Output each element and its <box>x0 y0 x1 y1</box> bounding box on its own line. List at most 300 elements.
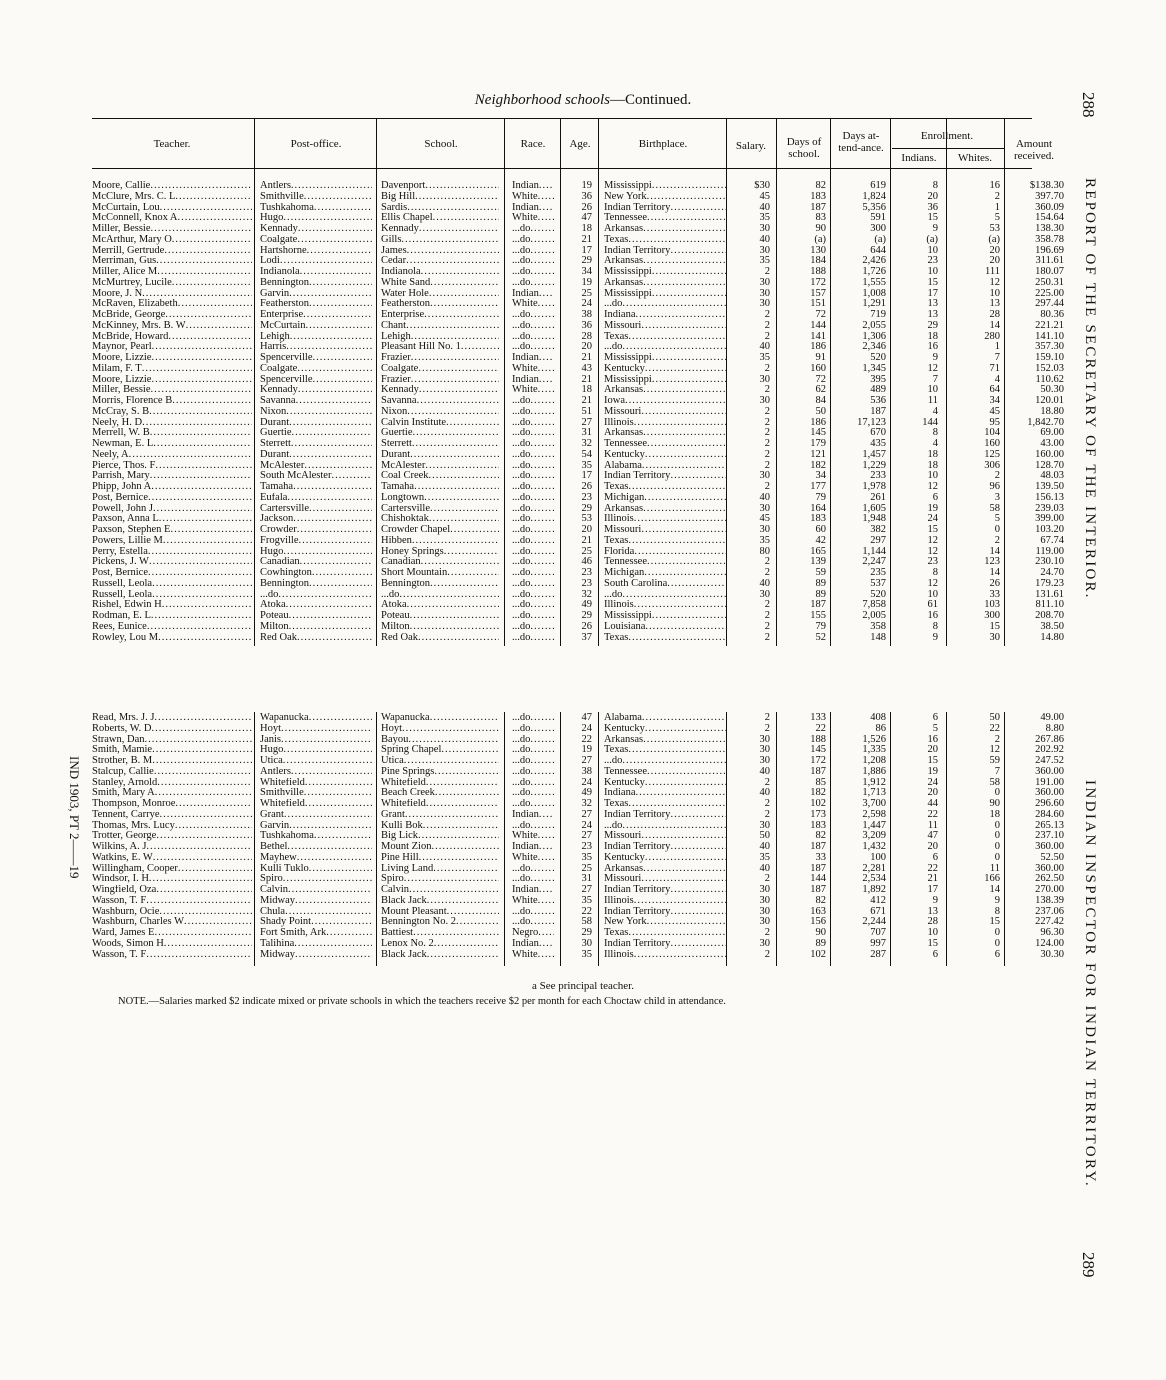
cell-post-office: Talihina ..... <box>260 939 372 950</box>
cell-teacher: Thomas, Mrs. Lucy ..... <box>92 821 252 832</box>
cell-race: White ..... <box>512 364 554 375</box>
cell-days-attendance: 1,555 <box>862 277 886 288</box>
cell-days-school: 179 <box>810 439 826 449</box>
cell-days-school: 82 <box>815 895 826 906</box>
cell-days-school: 145 <box>810 745 826 756</box>
cell-post-office: Calvin ..... <box>260 885 372 896</box>
cell-days-school: 89 <box>815 938 826 949</box>
cell-teacher: Moore, Callie ..... <box>92 181 252 192</box>
cell-indians: 8 <box>932 428 938 439</box>
cell-indians: 19 <box>927 766 938 777</box>
cell-indians: 17 <box>927 885 938 895</box>
cell-school: Mount Zion ..... <box>381 842 499 853</box>
table-row <box>92 578 1064 590</box>
cell-salary: 40 <box>759 863 770 874</box>
cell-salary: 45 <box>759 191 770 202</box>
cell-indians: 8 <box>932 621 938 632</box>
cell-age: 21 <box>581 374 592 385</box>
cell-teacher: Moore, Lizzie ..... <box>92 375 252 386</box>
cell-salary: 2 <box>764 632 770 643</box>
cell-indians: 6 <box>932 852 938 863</box>
cell-days-attendance: 17,123 <box>857 417 886 428</box>
cell-school: Grant ..... <box>381 810 499 821</box>
cell-amount: 358.78 <box>1035 234 1064 245</box>
cell-birthplace: Mississippi ..... <box>604 375 726 386</box>
cell-birthplace: Mississippi ..... <box>604 289 726 300</box>
cell-whites: 28 <box>989 310 1000 320</box>
cell-birthplace: Texas ..... <box>604 482 726 493</box>
cell-days-attendance: 3,209 <box>862 831 886 842</box>
cell-salary: 2 <box>764 331 770 342</box>
cell-days-school: 186 <box>810 417 826 428</box>
cell-indians: 10 <box>927 589 938 600</box>
table-row <box>92 245 1064 257</box>
cell-days-attendance: 2,346 <box>862 342 886 353</box>
cell-salary: 30 <box>759 938 770 949</box>
cell-days-school: 157 <box>810 288 826 299</box>
cell-whites: 7 <box>994 353 1000 363</box>
cell-race: ...do ..... <box>512 321 554 332</box>
cell-age: 22 <box>581 906 592 917</box>
cell-indians: 13 <box>927 310 938 320</box>
header-post-office: Post-office. <box>290 138 342 150</box>
cell-days-attendance: 1,208 <box>862 756 886 766</box>
title-italic: Neighborhood schools <box>474 92 610 108</box>
cell-salary: 30 <box>759 745 770 756</box>
cell-race: ...do ..... <box>512 224 554 235</box>
cell-amount: 8.80 <box>1045 723 1064 734</box>
cell-age: 29 <box>581 256 592 267</box>
cell-indians: 19 <box>927 503 938 514</box>
cell-age: 18 <box>581 385 592 396</box>
cell-days-school: 33 <box>815 852 826 863</box>
cell-amount: 237.10 <box>1035 831 1064 842</box>
cell-race: ...do ..... <box>512 235 554 246</box>
cell-salary: 30 <box>759 396 770 406</box>
cell-age: 53 <box>581 514 592 525</box>
cell-amount: 96.30 <box>1040 928 1064 938</box>
cell-days-school: 62 <box>815 385 826 396</box>
cell-days-school: 89 <box>815 578 826 589</box>
cell-race: ...do ..... <box>512 525 554 536</box>
cell-whites: 26 <box>989 578 1000 589</box>
cell-age: 23 <box>581 578 592 589</box>
cell-school: Bennington No. 2 ..... <box>381 917 499 928</box>
cell-days-attendance: 1,726 <box>862 267 886 277</box>
cell-birthplace: Kentucky ..... <box>604 778 726 789</box>
cell-teacher: Miller, Bessie ..... <box>92 224 252 235</box>
cell-birthplace: ...do ..... <box>604 299 726 310</box>
cell-school: Pine Hill ..... <box>381 853 499 864</box>
cell-post-office: Hartshorne ..... <box>260 246 372 257</box>
cell-days-school: 42 <box>815 535 826 546</box>
cell-birthplace: Tennessee ..... <box>604 557 726 568</box>
cell-whites: 64 <box>989 385 1000 396</box>
cell-teacher: McCurtain, Lou ..... <box>92 203 252 214</box>
cell-teacher: Powers, Lillie M ..... <box>92 536 252 547</box>
cell-days-attendance: 591 <box>870 213 886 224</box>
cell-whites: 14 <box>989 885 1000 895</box>
cell-birthplace: Florida ..... <box>604 547 726 558</box>
cell-teacher: Milam, F. T ..... <box>92 364 252 375</box>
cell-salary: 40 <box>759 766 770 777</box>
cell-birthplace: Texas ..... <box>604 332 726 343</box>
cell-salary: 2 <box>764 799 770 809</box>
enrollment-rule <box>892 148 1004 149</box>
cell-days-school: 85 <box>815 777 826 788</box>
cell-salary: 30 <box>759 503 770 514</box>
cell-amount: 119.00 <box>1035 546 1064 557</box>
cell-days-school: 34 <box>815 471 826 482</box>
header-enrollment: Enrollment. <box>920 130 974 142</box>
table-row <box>92 745 1064 756</box>
cell-salary: 35 <box>759 852 770 863</box>
cell-age: 25 <box>581 863 592 874</box>
table-row <box>92 191 1064 203</box>
cell-race: ...do ..... <box>512 745 554 756</box>
cell-post-office: Spencerville ..... <box>260 375 372 386</box>
cell-days-school: 184 <box>810 256 826 267</box>
cell-indians: 6 <box>932 713 938 723</box>
cell-birthplace: ...do ..... <box>604 821 726 832</box>
cell-indians: 144 <box>922 417 938 428</box>
cell-amount: 128.70 <box>1035 460 1064 471</box>
cell-post-office: Shady Point ..... <box>260 917 372 928</box>
cell-age: 54 <box>581 449 592 460</box>
cell-post-office: Hoyt ..... <box>260 724 372 735</box>
table-row <box>92 589 1064 601</box>
cell-days-attendance: 382 <box>870 525 886 535</box>
cell-salary: 30 <box>759 374 770 385</box>
cell-teacher: Washburn, Charles W ..... <box>92 917 252 928</box>
cell-days-attendance: 1,306 <box>862 331 886 342</box>
cell-salary: 2 <box>764 949 770 960</box>
table-row <box>92 363 1064 375</box>
cell-teacher: Morris, Florence B ..... <box>92 396 252 407</box>
cell-days-attendance: 670 <box>870 428 886 439</box>
table-row <box>92 213 1064 224</box>
cell-indians: 4 <box>932 439 938 449</box>
cell-whites: 96 <box>989 482 1000 492</box>
cell-amount: 18.80 <box>1040 406 1064 417</box>
cell-whites: 7 <box>994 766 1000 777</box>
cell-school: Davenport ..... <box>381 181 499 192</box>
cell-birthplace: Louisiana ..... <box>604 622 726 633</box>
cell-post-office: Enterprise ..... <box>260 310 372 321</box>
cell-salary: 30 <box>759 245 770 256</box>
cell-race: ...do ..... <box>512 756 554 767</box>
cell-days-school: (a) <box>814 234 826 245</box>
cell-birthplace: South Carolina ..... <box>604 579 726 590</box>
cell-whites: 0 <box>994 928 1000 938</box>
cell-amount: 399.00 <box>1035 514 1064 525</box>
cell-days-school: 187 <box>810 202 826 213</box>
cell-age: 27 <box>581 809 592 820</box>
cell-teacher: Perry, Estella ..... <box>92 547 252 558</box>
cell-race: White ..... <box>512 299 554 310</box>
cell-indians: 15 <box>927 756 938 766</box>
cell-school: Lehigh ..... <box>381 332 499 343</box>
cell-whites: 0 <box>994 820 1000 831</box>
cell-indians: 4 <box>932 406 938 417</box>
cell-race: ...do ..... <box>512 514 554 525</box>
cell-birthplace: Tennessee ..... <box>604 439 726 450</box>
cell-age: 21 <box>581 396 592 406</box>
cell-school: Coalgate ..... <box>381 364 499 375</box>
cell-post-office: Whitefield ..... <box>260 799 372 810</box>
cell-whites: 2 <box>994 471 1000 482</box>
cell-post-office: Mayhew ..... <box>260 853 372 864</box>
cell-teacher: Maynor, Pearl ..... <box>92 342 252 353</box>
cell-post-office: Spiro ..... <box>260 874 372 885</box>
cell-whites: 306 <box>984 460 1000 471</box>
cell-post-office: Midway ..... <box>260 896 372 907</box>
cell-indians: 11 <box>927 396 938 406</box>
table-row <box>92 374 1064 386</box>
cell-post-office: ...do ..... <box>260 590 372 601</box>
cell-amount: 360.00 <box>1035 863 1064 874</box>
cell-school: Tamaha ..... <box>381 482 499 493</box>
cell-days-school: 183 <box>810 820 826 831</box>
cell-days-attendance: 395 <box>870 374 886 385</box>
table-row <box>92 600 1064 611</box>
cell-indians: 24 <box>927 514 938 525</box>
cell-indians: 22 <box>927 809 938 820</box>
cell-post-office: Garvin ..... <box>260 289 372 300</box>
cell-race: Indian ..... <box>512 810 554 821</box>
cell-days-attendance: 1,892 <box>862 885 886 895</box>
cell-birthplace: Arkansas ..... <box>604 864 726 875</box>
side-mark: IND 1903, PT 2——19 <box>67 756 82 879</box>
cell-teacher: Merrell, W. B ..... <box>92 428 252 439</box>
cell-age: 30 <box>581 938 592 949</box>
cell-race: ...do ..... <box>512 547 554 558</box>
cell-age: 19 <box>581 277 592 288</box>
cell-race: ...do ..... <box>512 461 554 472</box>
cell-race: ...do ..... <box>512 246 554 257</box>
cell-amount: 69.00 <box>1040 428 1064 439</box>
cell-race: ...do ..... <box>512 407 554 418</box>
title-rest: —Continued. <box>609 92 692 108</box>
cell-days-attendance: 1,948 <box>862 514 886 525</box>
cell-age: 17 <box>581 245 592 256</box>
cell-teacher: McClure, Mrs. C. L ..... <box>92 192 252 203</box>
cell-age: 25 <box>581 288 592 299</box>
cell-days-attendance: 2,534 <box>862 874 886 885</box>
cell-teacher: Newman, E. L ..... <box>92 439 252 450</box>
cell-amount: 160.00 <box>1035 449 1064 460</box>
cell-indians: 11 <box>927 820 938 831</box>
cell-teacher: Wilkins, A. J ..... <box>92 842 252 853</box>
cell-whites: 15 <box>989 621 1000 632</box>
cell-race: ...do ..... <box>512 600 554 611</box>
cell-indians: 22 <box>927 863 938 874</box>
cell-race: ...do ..... <box>512 907 554 918</box>
cell-days-school: 160 <box>810 363 826 374</box>
cell-whites: 20 <box>989 256 1000 267</box>
cell-indians: 13 <box>927 299 938 310</box>
cell-amount: 124.00 <box>1035 938 1064 949</box>
cell-salary: 2 <box>764 267 770 277</box>
cell-days-attendance: 1,008 <box>862 288 886 299</box>
cell-days-attendance: 671 <box>870 906 886 917</box>
cell-indians: 17 <box>927 288 938 299</box>
table-row <box>92 492 1064 504</box>
cell-teacher: Smith, Mamie ..... <box>92 745 252 756</box>
cell-race: ...do ..... <box>512 724 554 735</box>
cell-salary: 40 <box>759 202 770 213</box>
cell-age: 24 <box>581 777 592 788</box>
cell-age: 35 <box>581 460 592 471</box>
cell-days-school: 82 <box>815 181 826 191</box>
cell-salary: 2 <box>764 385 770 396</box>
cell-school: Living Land ..... <box>381 864 499 875</box>
cell-race: ...do ..... <box>512 396 554 407</box>
cell-indians: 20 <box>927 842 938 852</box>
cell-age: 35 <box>581 949 592 960</box>
cell-indians: 18 <box>927 449 938 460</box>
table-row <box>92 938 1064 950</box>
note: NOTE.—Salaries marked $2 indicate mixed or private schools in which the teachers receive $2 per month for each Choctaw child in attendance. <box>118 996 726 1007</box>
cell-salary: 30 <box>759 734 770 745</box>
table-row <box>92 885 1064 896</box>
cell-amount: 208.70 <box>1035 611 1064 621</box>
table-row <box>92 713 1064 724</box>
cell-teacher: McRaven, Elizabeth ..... <box>92 299 252 310</box>
cell-birthplace: Illinois ..... <box>604 600 726 611</box>
cell-birthplace: Missouri ..... <box>604 407 726 418</box>
cell-salary: 2 <box>764 777 770 788</box>
cell-salary: 2 <box>764 874 770 885</box>
cell-amount: 30.30 <box>1040 949 1064 960</box>
cell-age: 31 <box>581 428 592 439</box>
cell-school: Pleasant Hill No. 1 ..... <box>381 342 499 353</box>
cell-whites: 0 <box>994 852 1000 863</box>
cell-birthplace: Missouri ..... <box>604 525 726 536</box>
table-row <box>92 396 1064 407</box>
cell-whites: 123 <box>984 557 1000 568</box>
cell-birthplace: Kentucky ..... <box>604 364 726 375</box>
cell-school: Indianola ..... <box>381 267 499 278</box>
header-amount: Amount received. <box>1014 138 1054 162</box>
cell-indians: 9 <box>932 224 938 234</box>
cell-days-school: 186 <box>810 342 826 353</box>
cell-race: ...do ..... <box>512 917 554 928</box>
cell-whites: 11 <box>989 863 1000 874</box>
cell-age: 24 <box>581 723 592 734</box>
cell-teacher: Woods, Simon H ..... <box>92 939 252 950</box>
cell-school: Crowder Chapel ..... <box>381 525 499 536</box>
cell-age: 51 <box>581 406 592 417</box>
cell-race: Indian ..... <box>512 203 554 214</box>
cell-post-office: Janis ..... <box>260 735 372 746</box>
table-row <box>92 535 1064 547</box>
cell-salary: 2 <box>764 611 770 621</box>
cell-days-attendance: 1,457 <box>862 449 886 460</box>
cell-school: ...do ..... <box>381 590 499 601</box>
cell-teacher: Ward, James E ..... <box>92 928 252 939</box>
cell-days-school: 165 <box>810 546 826 557</box>
cell-birthplace: Arkansas ..... <box>604 504 726 515</box>
cell-age: 49 <box>581 600 592 611</box>
header-race: Race. <box>520 138 546 150</box>
cell-indians: 16 <box>927 734 938 745</box>
cell-race: ...do ..... <box>512 482 554 493</box>
cell-amount: 202.92 <box>1035 745 1064 756</box>
cell-salary: 50 <box>759 831 770 842</box>
cell-birthplace: Indian Territory ..... <box>604 885 726 896</box>
cell-days-attendance: 1,713 <box>862 788 886 799</box>
cell-teacher: McBride, Howard ..... <box>92 332 252 343</box>
cell-post-office: Antlers ..... <box>260 181 372 192</box>
cell-school: Atoka ..... <box>381 600 499 611</box>
cell-race: ...do ..... <box>512 821 554 832</box>
cell-race: Indian ..... <box>512 353 554 364</box>
cell-salary: 2 <box>764 928 770 938</box>
cell-school: Pine Springs ..... <box>381 767 499 778</box>
cell-post-office: Bennington ..... <box>260 579 372 590</box>
cell-days-attendance: 187 <box>870 406 886 417</box>
table-row <box>92 299 1064 310</box>
cell-post-office: Whitefield ..... <box>260 778 372 789</box>
cell-whites: 3 <box>994 492 1000 503</box>
cell-indians: 28 <box>927 917 938 928</box>
table-row <box>92 525 1064 536</box>
table-row <box>92 546 1064 558</box>
cell-race: White ..... <box>512 213 554 224</box>
cell-indians: 9 <box>932 895 938 906</box>
cell-age: 26 <box>581 482 592 492</box>
cell-amount: 357.30 <box>1035 342 1064 353</box>
cell-days-school: 79 <box>815 621 826 632</box>
cell-amount: 196.69 <box>1035 245 1064 256</box>
table-row <box>92 842 1064 853</box>
cell-birthplace: Alabama ..... <box>604 713 726 724</box>
cell-indians: 44 <box>927 799 938 809</box>
cell-teacher: Russell, Leola ..... <box>92 590 252 601</box>
cell-whites: 30 <box>989 632 1000 643</box>
cell-salary: 2 <box>764 713 770 723</box>
cell-amount: 156.13 <box>1035 492 1064 503</box>
cell-days-attendance: 287 <box>870 949 886 960</box>
cell-amount: 103.20 <box>1035 525 1064 535</box>
cell-school: Battiest ..... <box>381 928 499 939</box>
cell-race: ...do ..... <box>512 428 554 439</box>
page-number-289: 289 <box>1079 1252 1098 1278</box>
cell-indians: 12 <box>927 482 938 492</box>
cell-amount: 230.10 <box>1035 557 1064 568</box>
table-row <box>92 320 1064 332</box>
cell-age: 27 <box>581 756 592 766</box>
cell-post-office: Antlers ..... <box>260 767 372 778</box>
cell-days-school: 188 <box>810 267 826 277</box>
cell-school: Nixon ..... <box>381 407 499 418</box>
cell-teacher: Miller, Alice M ..... <box>92 267 252 278</box>
cell-days-attendance: 3,700 <box>862 799 886 809</box>
cell-whites: 300 <box>984 611 1000 621</box>
cell-school: Chishoktak ..... <box>381 514 499 525</box>
cell-school: Longtown ..... <box>381 493 499 504</box>
cell-post-office: Lehigh ..... <box>260 332 372 343</box>
cell-whites: 58 <box>989 503 1000 514</box>
cell-days-school: 72 <box>815 374 826 385</box>
cell-post-office: Featherston ..... <box>260 299 372 310</box>
cell-days-school: 144 <box>810 874 826 885</box>
cell-school: Cartersville ..... <box>381 504 499 515</box>
cell-days-school: 182 <box>810 460 826 471</box>
cell-days-attendance: 2,055 <box>862 320 886 331</box>
cell-days-school: 151 <box>810 299 826 310</box>
